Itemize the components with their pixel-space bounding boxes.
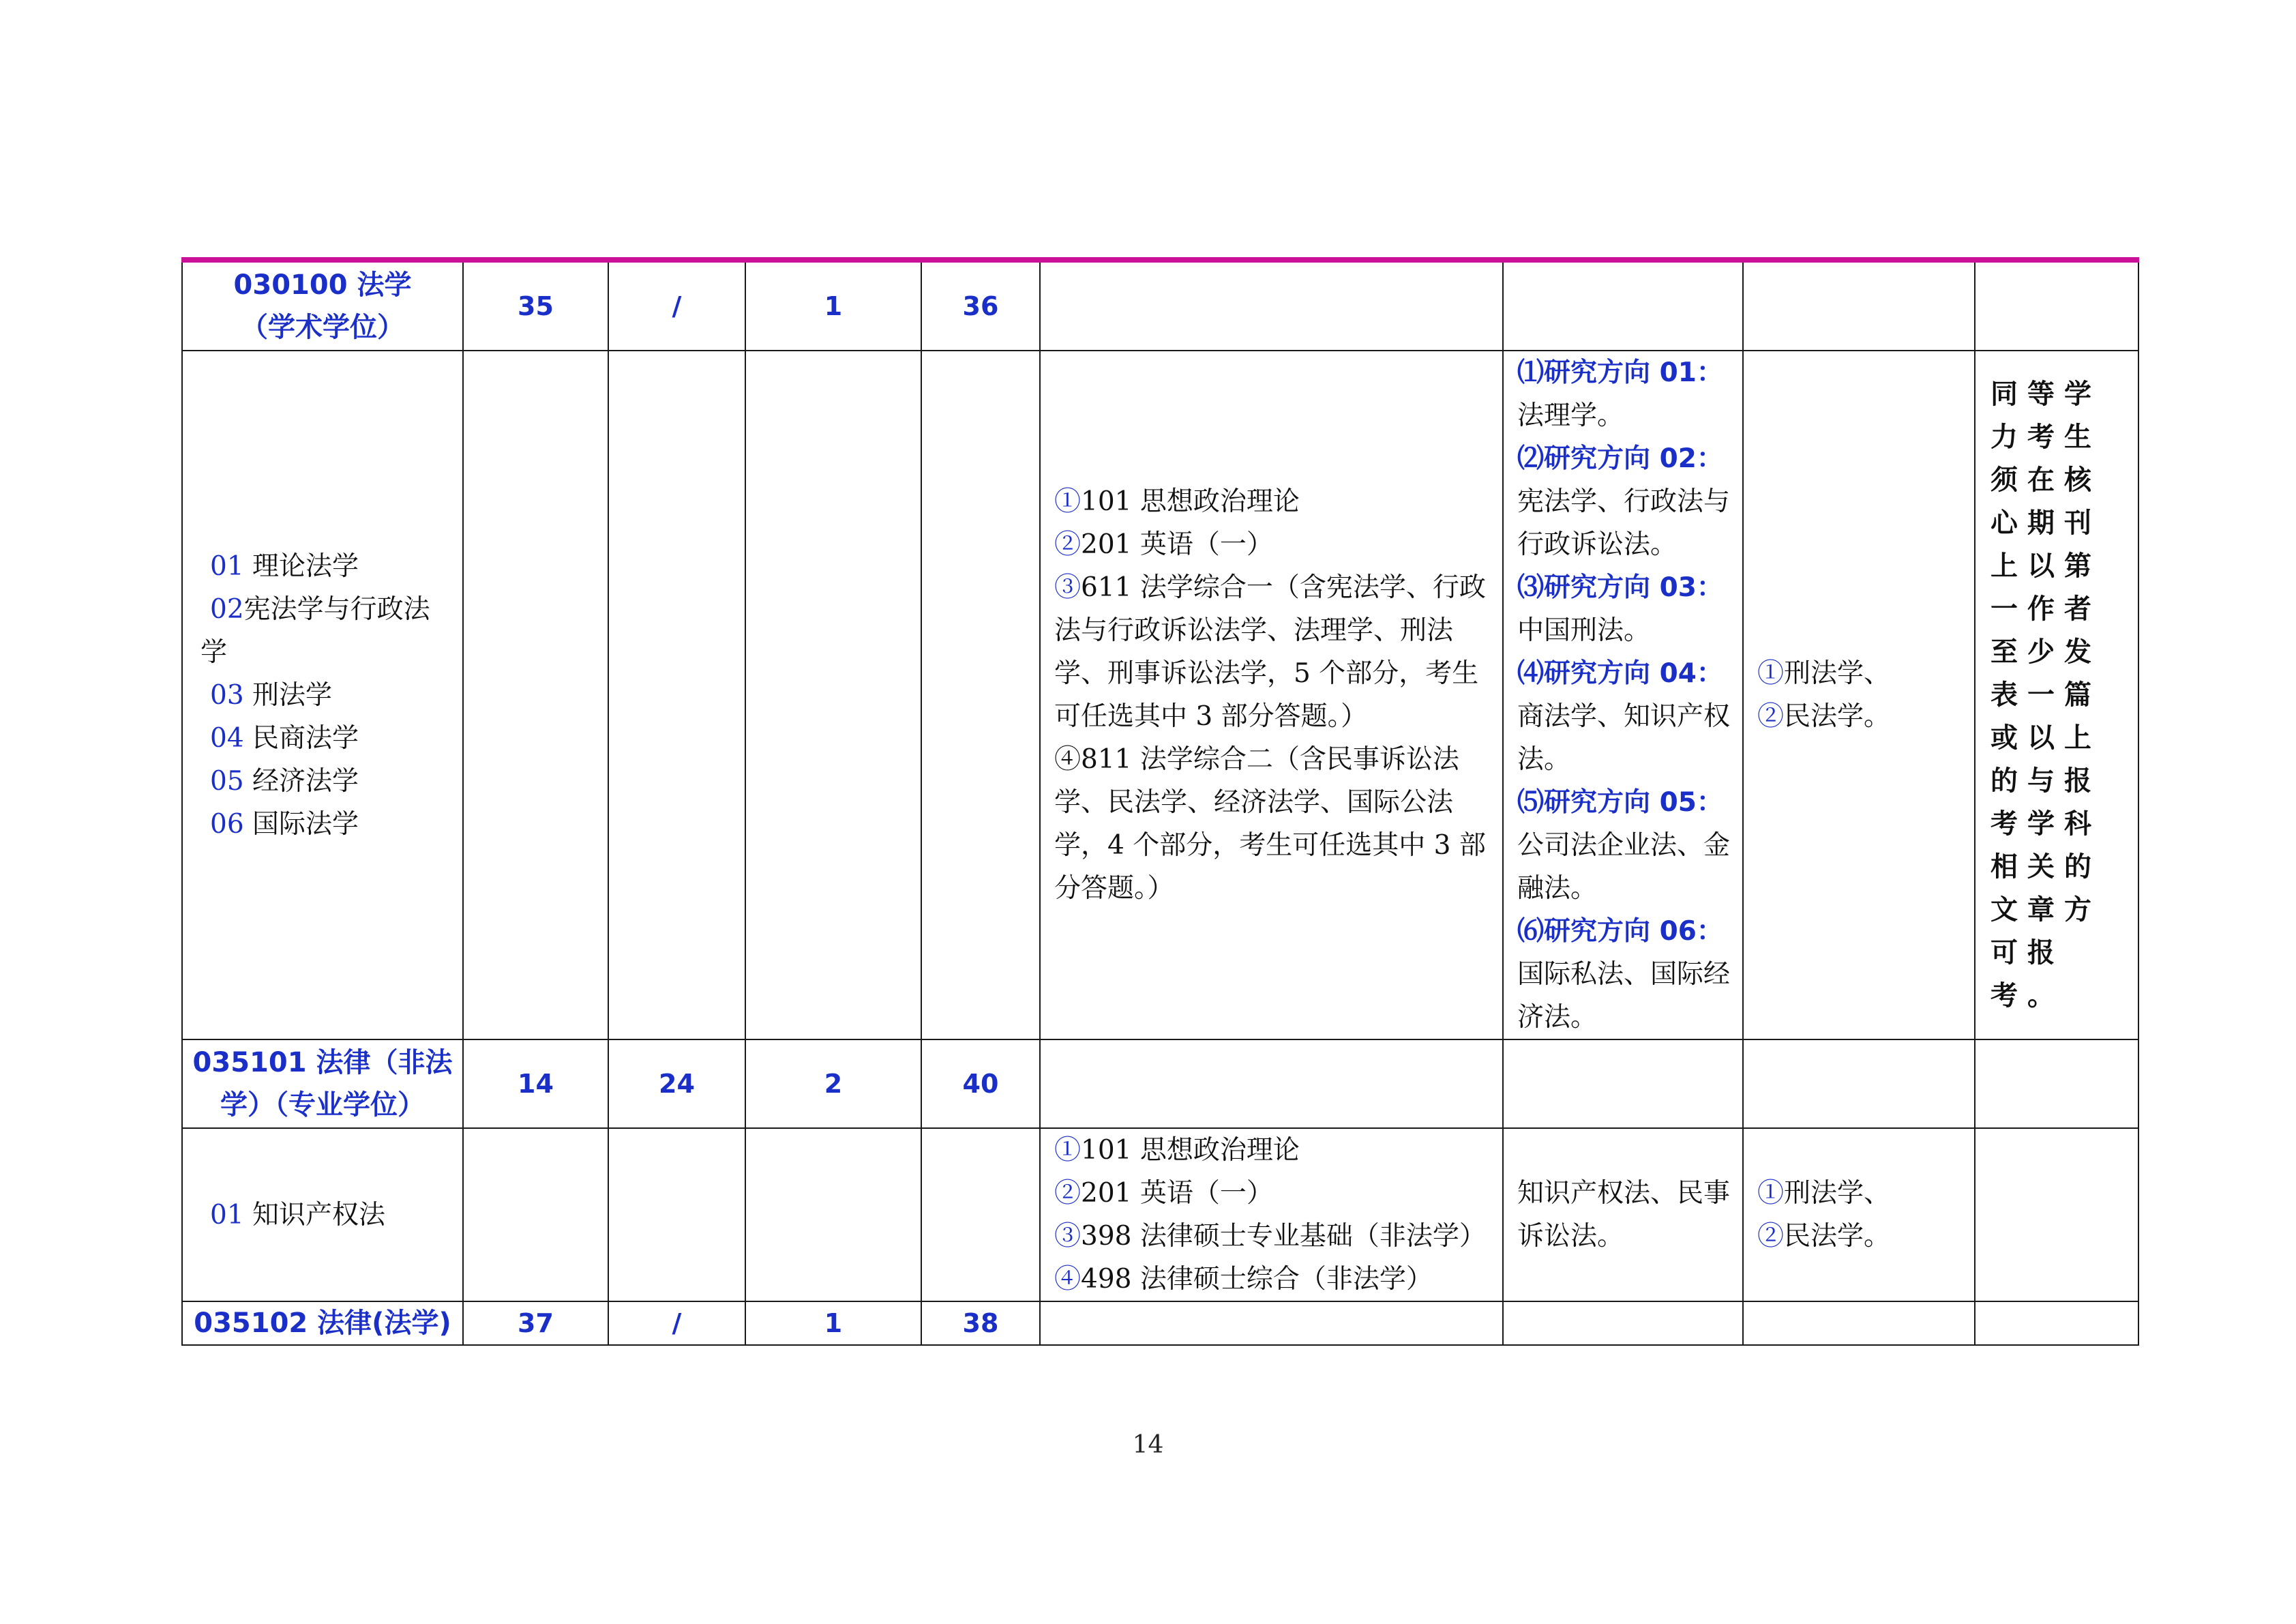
empty-cell [1503, 1301, 1743, 1345]
empty-cell [1040, 260, 1503, 351]
empty-cell [745, 351, 921, 1039]
research-directions-cell [182, 1128, 463, 1301]
count-total: 38 [921, 1301, 1040, 1345]
empty-cell [1743, 1039, 1975, 1128]
count-col4: 1 [745, 1301, 921, 1345]
remarks-cell: 同等学力考生须在核心期刊上以第一作者至少发表一篇或以上的与报考学科相关的文章方可报考。 [1975, 351, 2138, 1039]
program-row-035102 [182, 1301, 2138, 1345]
retest-subject: ①刑法学、 [1757, 658, 1891, 689]
research-heading: ⑴研究方向 01： [1517, 357, 1723, 388]
exam-subject: ④498 法律硕士综合（非法学） [1054, 1264, 1433, 1295]
empty-cell [1975, 1039, 2138, 1128]
directions-row-030100 [182, 351, 2138, 1039]
count-col3: / [608, 260, 745, 351]
empty-cell [463, 1128, 608, 1301]
empty-cell [608, 1128, 745, 1301]
research-text: 宪法学、行政法与行政诉讼法。 [1517, 486, 1731, 560]
program-code-line1: 035102 法律(法学) [194, 1308, 451, 1339]
empty-cell [1743, 260, 1975, 351]
research-text: 法理学。 [1517, 400, 1624, 431]
count-col2: 35 [463, 260, 608, 351]
research-heading: ⑹研究方向 06： [1517, 916, 1723, 947]
direction-item: 02宪法学与行政法 [210, 593, 430, 625]
empty-cell [1503, 260, 1743, 351]
count-col3: 24 [608, 1039, 745, 1128]
program-code-line2: （学术学位） [241, 312, 404, 343]
exam-subjects-cell [1040, 1128, 1503, 1301]
retest-subject: ①刑法学、 [1757, 1178, 1891, 1209]
count-col3: / [608, 1301, 745, 1345]
direction-item: 01 知识产权法 [210, 1199, 386, 1230]
count-col2: 14 [463, 1039, 608, 1128]
program-code-line1: 035101 法律（非法 [192, 1047, 453, 1078]
direction-item: 06 国际法学 [210, 808, 359, 840]
research-heading: ⑵研究方向 02： [1517, 443, 1723, 474]
research-text: 中国刑法。 [1517, 615, 1651, 646]
research-text: 商法学、知识产权法。 [1517, 701, 1731, 775]
exam-subject: ②201 英语（一） [1054, 1178, 1273, 1209]
direction-item: 01 理论法学 [210, 550, 359, 582]
research-directions-cell [182, 351, 463, 1039]
retest-subjects-cell [1743, 351, 1975, 1039]
exam-subject: ③611 法学综合一（含宪法学、行政法与行政诉讼法学、法理学、刑法学、刑事诉讼法学，5 个部分，考生可任选其中 3 部分答题。） [1054, 572, 1486, 732]
count-col4: 2 [745, 1039, 921, 1128]
directions-row-035101 [182, 1128, 2138, 1301]
exam-subject: ②201 英语（一） [1054, 529, 1273, 560]
count-col2: 37 [463, 1301, 608, 1345]
empty-cell [608, 351, 745, 1039]
program-code-line1: 030100 法学 [233, 269, 412, 301]
empty-cell [1503, 1039, 1743, 1128]
empty-cell [1975, 260, 2138, 351]
exam-subject: ①101 思想政治理论 [1054, 486, 1300, 517]
empty-cell [463, 351, 608, 1039]
retest-subject: ②民法学。 [1757, 701, 1891, 732]
program-row-035101 [182, 1039, 2138, 1128]
exam-subjects-cell [1040, 351, 1503, 1039]
exam-subject: ①101 思想政治理论 [1054, 1135, 1300, 1166]
direction-item: 04 民商法学 [210, 722, 359, 754]
research-text: 公司法企业法、金融法。 [1517, 830, 1731, 904]
empty-cell [1040, 1039, 1503, 1128]
empty-cell [1040, 1301, 1503, 1345]
empty-cell [745, 1128, 921, 1301]
empty-cell [921, 1128, 1040, 1301]
exam-subject: ③398 法律硕士专业基础（非法学） [1054, 1221, 1486, 1252]
program-row-030100 [182, 260, 2138, 351]
research-heading: ⑸研究方向 05： [1517, 787, 1723, 818]
empty-cell [1975, 1301, 2138, 1345]
direction-item: 03 刑法学 [210, 679, 333, 711]
research-text: 国际私法、国际经济法。 [1517, 959, 1731, 1033]
retest-subjects-cell [1743, 1128, 1975, 1301]
research-heading: ⑷研究方向 04： [1517, 658, 1723, 689]
program-code-cell [182, 1039, 463, 1128]
empty-cell [1743, 1301, 1975, 1345]
research-notes-cell [1503, 351, 1743, 1039]
count-total: 40 [921, 1039, 1040, 1128]
empty-cell [921, 351, 1040, 1039]
research-heading: ⑶研究方向 03： [1517, 572, 1723, 603]
program-code-line2: 学）（专业学位） [220, 1089, 425, 1121]
program-code-cell [182, 260, 463, 351]
retest-subject: ②民法学。 [1757, 1221, 1891, 1252]
count-total: 36 [921, 260, 1040, 351]
page-number: 14 [1132, 1431, 1164, 1459]
exam-subject: ④811 法学综合二（含民事诉讼法学、民法学、经济法学、国际公法学，4 个部分，考生可任选其中 3 部分答题。） [1054, 744, 1486, 904]
direction-item: 05 经济法学 [210, 765, 359, 797]
direction-item-cont: 学 [200, 636, 228, 668]
research-notes-cell: 知识产权法、民事诉讼法。 [1503, 1128, 1743, 1301]
program-code-cell [182, 1301, 463, 1345]
count-col4: 1 [745, 260, 921, 351]
admissions-table [181, 257, 2139, 1346]
empty-cell [1975, 1128, 2138, 1301]
